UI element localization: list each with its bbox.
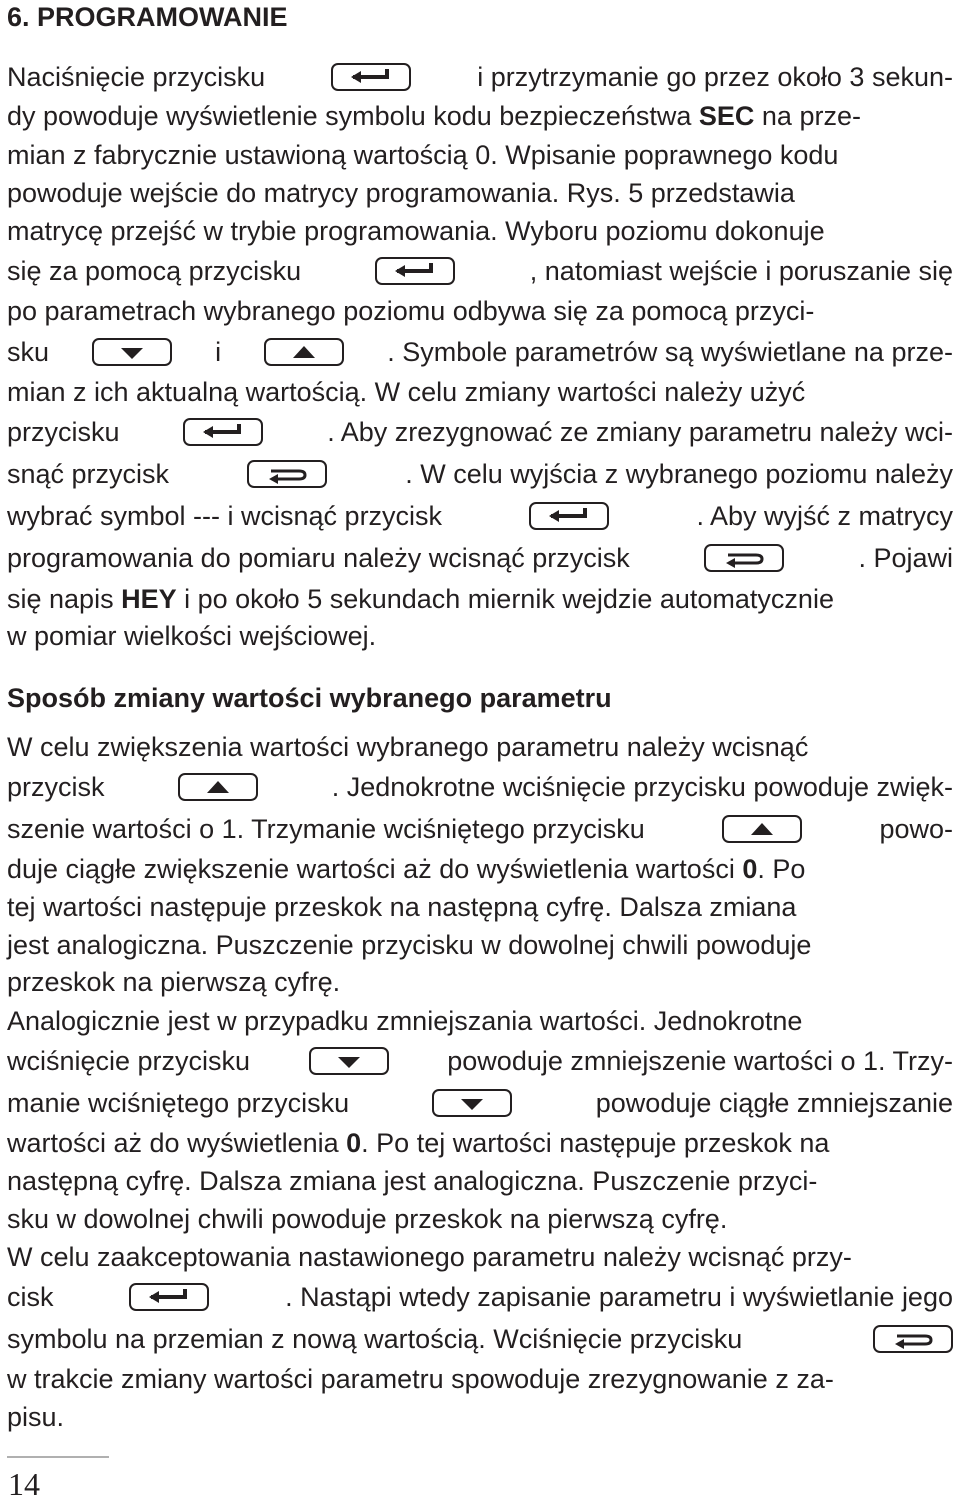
text-line [7, 812, 953, 846]
text-segment: W celu zaakceptowania nastawionego parametru należy wcisnąć przy- [7, 1242, 852, 1272]
text-line [7, 582, 953, 616]
text-line [7, 1240, 953, 1274]
text-segment: duje ciągłe zwiększenie wartości aż do wyświetlenia wartości 0. Po [7, 854, 806, 884]
subsection-heading: Sposób zmiany wartości wybranego parametru [7, 683, 612, 713]
text-line [7, 965, 953, 999]
text-line [7, 1044, 953, 1078]
text-line [7, 1400, 953, 1434]
text-segment: powoduje ciągłe zmniejszanie [595, 1088, 953, 1118]
text-line [7, 335, 953, 369]
text-segment: manie wciśniętego przycisku [7, 1088, 350, 1118]
text-line [7, 928, 953, 962]
text-line [7, 176, 953, 210]
down-arrow-key-icon [92, 338, 172, 366]
text-line [7, 730, 953, 764]
text-segment: dy powoduje wyświetlenie symbolu kodu bezpieczeństwa SEC na prze- [7, 101, 861, 131]
text-line [7, 294, 953, 328]
text-segment: powoduje wejście do matrycy programowania. Rys. 5 przedstawia [7, 178, 795, 208]
text-line [7, 890, 953, 924]
down-arrow-key-icon [432, 1089, 512, 1117]
text-segment: tej wartości następuje przeskok na następną cyfrę. Dalsza zmiana [7, 892, 797, 922]
enter-key-icon [129, 1283, 209, 1311]
text-line [7, 1086, 953, 1120]
text-segment: w trakcie zmiany wartości parametru spowoduje zrezygnowanie z za- [7, 1364, 834, 1394]
text-line [7, 99, 953, 133]
text-segment: . Aby zrezygnować ze zmiany parametru należy wci- [327, 417, 953, 447]
escape-key-icon [247, 460, 327, 488]
text-segment: szenie wartości o 1. Trzymanie wciśniętego przycisku [7, 814, 645, 844]
text-line [7, 1202, 953, 1236]
text-line [7, 138, 953, 172]
text-segment: Analogicznie jest w przypadku zmniejszania wartości. Jednokrotne [7, 1006, 803, 1036]
hey-label: HEY [121, 584, 177, 614]
text-line [7, 1004, 953, 1038]
text-segment: . Symbole parametrów są wyświetlane na prze- [387, 337, 953, 367]
text-segment: w pomiar wielkości wejściowej. [7, 621, 377, 651]
text-segment: się napis HEY i po około 5 sekundach miernik wejdzie automatycznie [7, 584, 834, 614]
text-segment: . W celu wyjścia z wybranego poziomu należy [405, 459, 953, 489]
footer-divider [7, 1456, 109, 1458]
text-segment: symbolu na przemian z nową wartością. Wciśnięcie przycisku [7, 1324, 743, 1354]
escape-key-icon [873, 1325, 953, 1353]
section-heading: 6. PROGRAMOWANIE [7, 2, 288, 32]
text-segment: i przytrzymanie go przez około 3 sekun- [477, 62, 953, 92]
text-line [7, 457, 953, 491]
text-segment: przycisku [7, 417, 120, 447]
text-segment: sku w dowolnej chwili powoduje przeskok na pierwszą cyfrę. [7, 1204, 728, 1234]
text-line [7, 60, 953, 94]
text-segment: jest analogiczna. Puszczenie przycisku w dowolnej chwili powoduje [7, 930, 812, 960]
enter-key-icon [529, 502, 609, 530]
escape-key-icon [704, 544, 784, 572]
text-segment: wybrać symbol --- i wcisnąć przycisk [7, 501, 443, 531]
text-line [7, 1280, 953, 1314]
text-segment: się za pomocą przycisku [7, 256, 302, 286]
text-line [7, 254, 953, 288]
down-arrow-key-icon [309, 1047, 389, 1075]
text-segment: mian z ich aktualną wartością. W celu zmiany wartości należy użyć [7, 377, 806, 407]
text-segment: mian z fabrycznie ustawioną wartością 0. Wpisanie poprawnego kodu [7, 140, 839, 170]
text-segment: snąć przycisk [7, 459, 170, 489]
text-segment: wartości aż do wyświetlenia 0. Po tej wartości następuje przeskok na [7, 1128, 830, 1158]
text-segment: . Aby wyjść z matrycy [696, 501, 953, 531]
text-line [7, 1322, 953, 1356]
text-segment: . Nastąpi wtedy zapisanie parametru i wyświetlanie jego [285, 1282, 953, 1312]
text-line [7, 541, 953, 575]
text-segment: matrycę przejść w trybie programowania. Wyboru poziomu dokonuje [7, 216, 825, 246]
text-line [7, 499, 953, 533]
text-segment: . Pojawi [858, 543, 953, 573]
text-segment: przeskok na pierwszą cyfrę. [7, 967, 341, 997]
text-segment: W celu zwiększenia wartości wybranego parametru należy wcisnąć [7, 732, 809, 762]
text-segment: cisk [7, 1282, 54, 1312]
text-line [7, 852, 953, 886]
text-segment: powo- [879, 814, 953, 844]
text-segment: programowania do pomiaru należy wcisnąć przycisk [7, 543, 630, 573]
sec-code-label: SEC [698, 101, 755, 131]
text-line [7, 619, 953, 653]
text-segment: pisu. [7, 1402, 65, 1432]
enter-key-icon [375, 257, 455, 285]
text-segment: przycisk [7, 772, 105, 802]
text-line [7, 1126, 953, 1160]
text-segment: sku [7, 337, 50, 367]
text-line [7, 1164, 953, 1198]
enter-key-icon [183, 418, 263, 446]
text-line [7, 415, 953, 449]
text-segment: następną cyfrę. Dalsza zmiana jest analogiczna. Puszczenie przyci- [7, 1166, 818, 1196]
enter-key-icon [331, 63, 411, 91]
text-line [7, 770, 953, 804]
page-number: 14 [8, 1466, 40, 1502]
text-segment: powoduje zmniejszenie wartości o 1. Trzy- [447, 1046, 953, 1076]
text-line [7, 214, 953, 248]
text-segment: wciśnięcie przycisku [7, 1046, 251, 1076]
up-arrow-key-icon [722, 815, 802, 843]
text-segment: , natomiast wejście i poruszanie się [529, 256, 953, 286]
text-line [7, 375, 953, 409]
text-segment: . Jednokrotne wciśnięcie przycisku powoduje zwięk- [331, 772, 953, 802]
text-line [7, 1362, 953, 1396]
up-arrow-key-icon [264, 338, 344, 366]
text-segment: Naciśnięcie przycisku [7, 62, 266, 92]
text-segment: i [215, 337, 222, 367]
text-segment: po parametrach wybranego poziomu odbywa się za pomocą przyci- [7, 296, 815, 326]
up-arrow-key-icon [178, 773, 258, 801]
